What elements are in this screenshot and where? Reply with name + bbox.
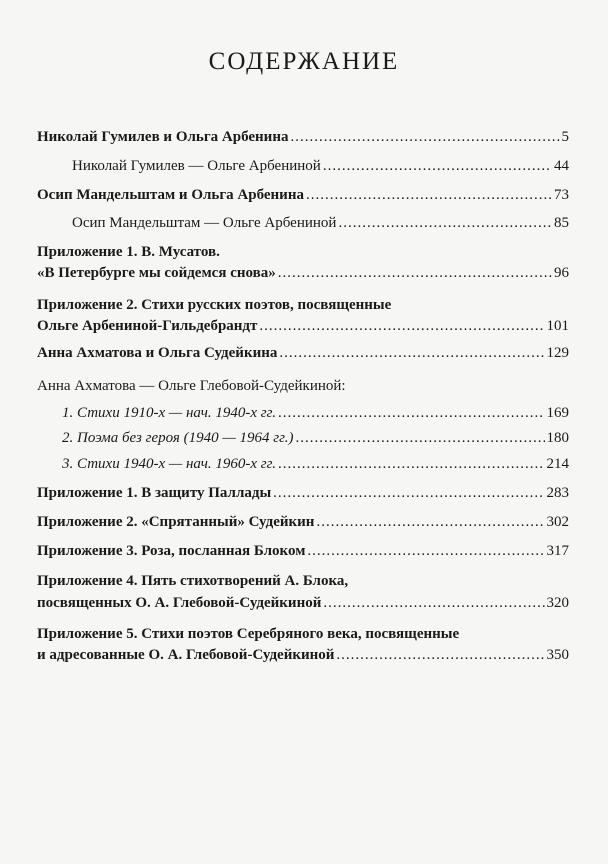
toc-entry xyxy=(37,625,569,664)
leader-dots xyxy=(306,186,552,204)
leader-dots xyxy=(273,484,544,502)
toc-entry-title: Приложение 1. В защиту Паллады xyxy=(37,485,272,501)
toc-entry-title: Анна Ахматова и Ольга Судейкина xyxy=(37,345,278,361)
toc-entry-title: Ольге Арбениной-Гильдебрандт xyxy=(37,318,258,334)
page-title: СОДЕРЖАНИЕ xyxy=(208,48,400,75)
toc-page-number: 73 xyxy=(554,187,569,203)
toc-entry-line1: Приложение 1. В. Мусатов. xyxy=(37,244,220,260)
toc-entry-title: 1. Стихи 1910-х — нач. 1940-х гг. xyxy=(62,405,277,421)
leader-dots xyxy=(279,344,544,362)
toc-entry xyxy=(62,455,569,473)
toc-entry xyxy=(37,243,569,282)
toc-entry-title: Приложение 3. Роза, посланная Блоком xyxy=(37,543,306,559)
leader-dots xyxy=(290,128,559,146)
toc-entry-title: 2. Поэма без героя (1940 — 1964 гг.) xyxy=(62,430,294,446)
toc-page-number: 169 xyxy=(546,405,569,421)
toc-page-number: 44 xyxy=(554,158,569,174)
toc-entry xyxy=(37,296,569,335)
leader-dots xyxy=(278,404,544,422)
toc-entry-title: Осип Мандельштам — Ольге Арбениной xyxy=(72,215,337,231)
toc-page-number: 101 xyxy=(546,318,569,334)
toc-page-number: 129 xyxy=(546,345,569,361)
leader-dots xyxy=(307,542,544,560)
toc-entry xyxy=(37,344,569,362)
toc-entry-line1: Приложение 4. Пять стихотворений А. Блока, xyxy=(37,573,349,589)
leader-dots xyxy=(278,455,544,473)
leader-dots xyxy=(278,264,552,282)
toc-page-number: 350 xyxy=(546,647,569,663)
toc-entry-title: Анна Ахматова — Ольге Глебовой-Судейкиной: xyxy=(37,378,346,394)
leader-dots xyxy=(323,157,552,175)
leader-dots xyxy=(259,317,544,335)
toc-entry xyxy=(37,513,569,531)
toc-entry-line1: Приложение 2. Стихи русских поэтов, посвященные xyxy=(37,297,392,313)
leader-dots xyxy=(323,594,544,612)
toc-entry xyxy=(37,128,569,146)
toc-entry xyxy=(62,429,569,447)
leader-dots xyxy=(336,646,544,664)
toc-entry xyxy=(62,404,569,422)
toc-entry-title: посвященных О. А. Глебовой-Судейкиной xyxy=(37,595,322,611)
toc-page-number: 283 xyxy=(546,485,569,501)
toc-page-number: 180 xyxy=(546,430,569,446)
toc-page-number: 214 xyxy=(546,456,569,472)
toc-entry xyxy=(37,542,569,560)
toc-entry-title: и адресованные О. А. Глебовой-Судейкиной xyxy=(37,647,335,663)
toc-entry-title: Николай Гумилев — Ольге Арбениной xyxy=(72,158,321,174)
toc-page-number: 85 xyxy=(554,215,569,231)
toc-entry xyxy=(37,186,569,204)
toc-entry-line1: Приложение 5. Стихи поэтов Серебряного века, посвященные xyxy=(37,626,460,642)
toc-entry xyxy=(37,484,569,502)
toc-entry-title: Приложение 2. «Спрятанный» Судейкин xyxy=(37,514,315,530)
toc-entry xyxy=(72,214,569,232)
toc-entry xyxy=(72,157,569,175)
toc-entry-title: 3. Стихи 1940-х — нач. 1960-х гг. xyxy=(62,456,277,472)
toc-entry-title: Николай Гумилев и Ольга Арбенина xyxy=(37,129,289,145)
leader-dots xyxy=(295,429,544,447)
toc-page-number: 317 xyxy=(546,543,569,559)
toc-page-number: 5 xyxy=(561,129,569,145)
toc-page-number: 96 xyxy=(554,265,569,281)
toc-page-number: 302 xyxy=(546,514,569,530)
leader-dots xyxy=(316,513,544,531)
toc-entry-title: Осип Мандельштам и Ольга Арбенина xyxy=(37,187,304,203)
toc-entry-title: «В Петербурге мы сойдемся снова» xyxy=(37,265,276,281)
toc-page-number: 320 xyxy=(546,595,569,611)
toc-entry xyxy=(37,572,569,612)
toc-section-heading xyxy=(37,377,569,395)
leader-dots xyxy=(338,214,552,232)
